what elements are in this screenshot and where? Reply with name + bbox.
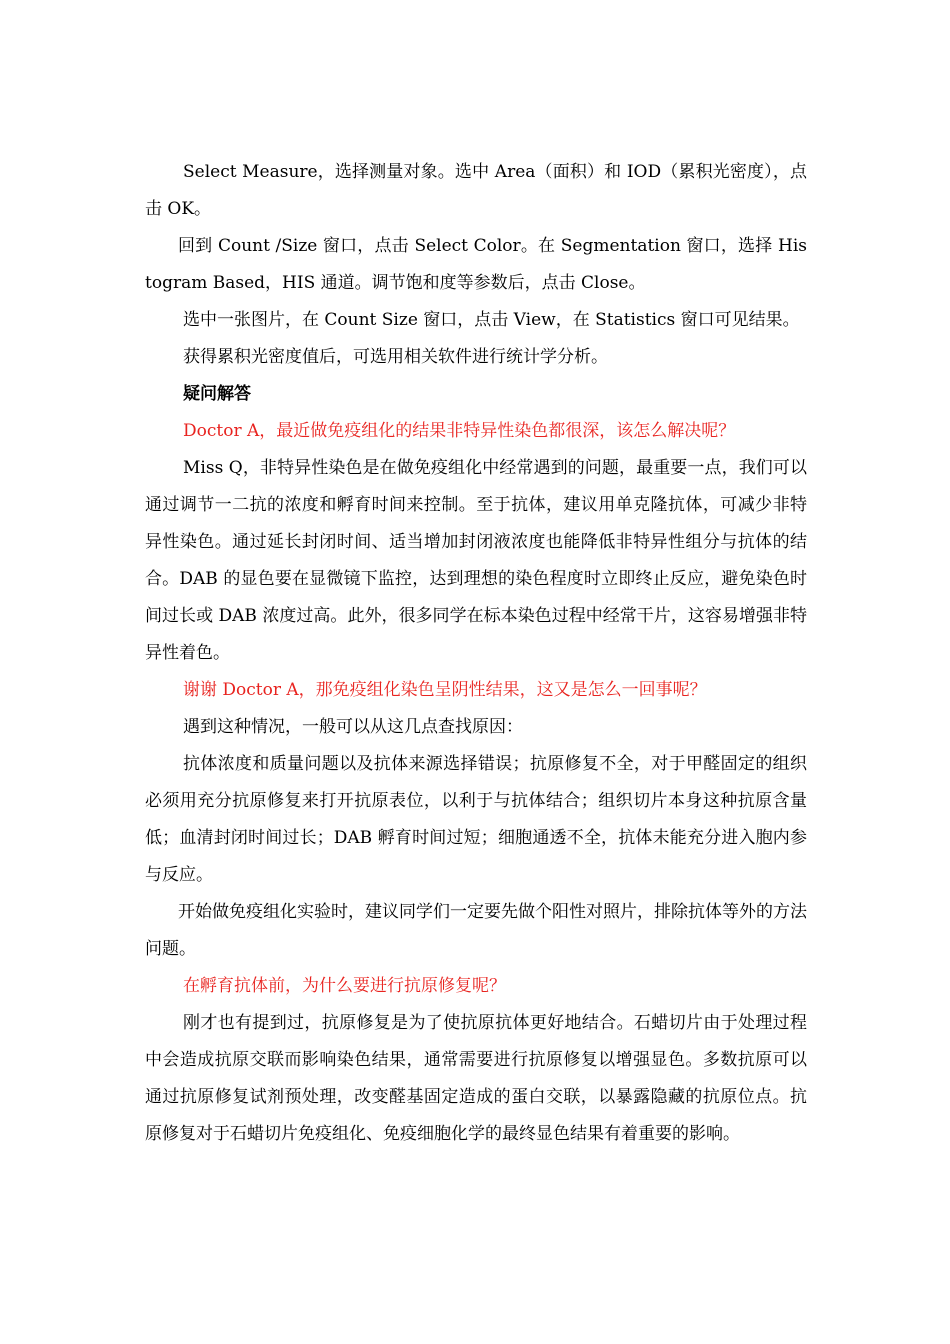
paragraph-statistical-analysis: 获得累积光密度值后，可选用相关软件进行统计学分析。 [183, 347, 608, 367]
answer-antigen-retrieval: 刚才也有提到过，抗原修复是为了使抗原抗体更好地结合。石蜡切片由于处理过程中会造成抗原交联而影响染色结果，通常需要进行抗原修复以增强显色。多数抗原可以通过抗原修复试剂预处理，改变醛基固定造成的蛋白交联，以暴露隐藏的抗原位点。抗原修复对于石蜡切片免疫组化、免疫细胞化学的最终显色结果有着重要的影响。 [145, 1013, 807, 1144]
answer-negative-result-intro: 遇到这种情况，一般可以从这几点查找原因： [183, 717, 523, 737]
question-negative-result: 谢谢 Doctor A，那免疫组化染色呈阴性结果，这又是怎么一回事呢？ [183, 680, 707, 700]
paragraph-count-size-window: 回到 Count /Size 窗口，点击 Select Color。在 Segmentation 窗口，选择 Histogram Based，HIS 通道。调节饱和度等参数后，点击 Close。 [145, 236, 807, 293]
paragraph-positive-control-advice: 开始做免疫组化实验时，建议同学们一定要先做个阳性对照片，排除抗体等外的方法问题。 [145, 902, 807, 959]
question-antigen-retrieval: 在孵育抗体前，为什么要进行抗原修复呢？ [183, 976, 506, 996]
paragraph-view-statistics: 选中一张图片，在 Count Size 窗口，点击 View，在 Statistics 窗口可见结果。 [183, 310, 800, 330]
document-body [145, 154, 807, 1153]
answer-negative-result-causes: 抗体浓度和质量问题以及抗体来源选择错误；抗原修复不全，对于甲醛固定的组织必须用充分抗原修复来打开抗原表位，以利于与抗体结合；组织切片本身这种抗原含量低；血清封闭时间过长；DAB 孵育时间过短；细胞通透不全，抗体未能充分进入胞内参与反应。 [145, 754, 807, 885]
paragraph-select-measure: Select Measure，选择测量对象。选中 Area（面积）和 IOD（累积光密度），点击 OK。 [145, 162, 807, 219]
answer-nonspecific-staining: Miss Q，非特异性染色是在做免疫组化中经常遇到的问题，最重要一点，我们可以通过调节一二抗的浓度和孵育时间来控制。至于抗体，建议用单克隆抗体，可减少非特异性染色。通过延长封闭时间、适当增加封闭液浓度也能降低非特异性组分与抗体的结合。DAB 的显色要在显微镜下监控，达到理想的染色程度时立即终止反应，避免染色时间过长或 DAB 浓度过高。此外，很多同学在标本染色过程中经常干片，这容易增强非特异性着色。 [145, 458, 807, 663]
section-heading-faq: 疑问解答 [183, 384, 251, 404]
question-nonspecific-staining: Doctor A，最近做免疫组化的结果非特异性染色都很深，该怎么解决呢？ [183, 421, 736, 441]
